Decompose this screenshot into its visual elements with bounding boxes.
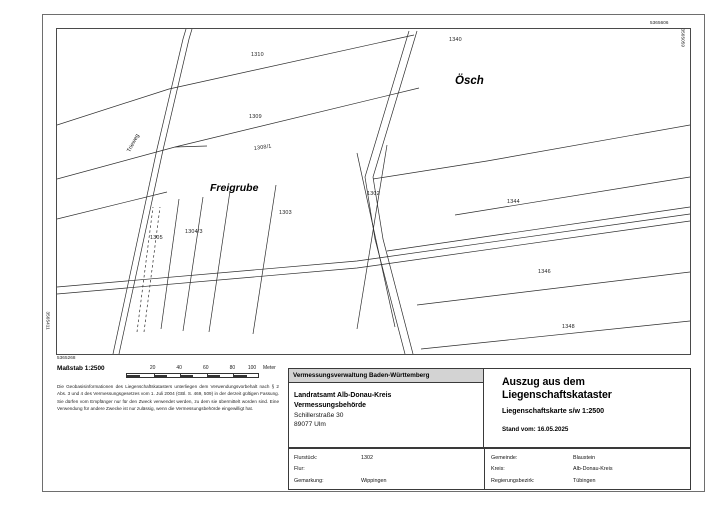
scale-tick: 100 [247, 365, 257, 371]
authority-street: Schillerstraße 30 [294, 411, 344, 419]
attribute-key: Gemeinde: [491, 455, 518, 461]
document-date: Stand vom: 16.05.2025 [502, 425, 569, 433]
parcel-number[interactable]: 1310 [251, 52, 264, 58]
attribute-row [289, 456, 484, 461]
parcel-number[interactable]: 1308/1 [253, 143, 272, 152]
attribute-key: Flur: [294, 466, 305, 473]
map-viewport[interactable] [56, 28, 691, 355]
attribute-row [485, 479, 690, 484]
authority-name-line2: Vermessungsbehörde [294, 401, 366, 409]
scale-bar [126, 365, 276, 378]
parcel-number[interactable]: 1344 [507, 199, 520, 205]
attribute-row [485, 456, 690, 461]
scale-bar-graphic [126, 373, 259, 378]
scale-block [57, 361, 277, 379]
attribute-row [485, 467, 690, 472]
attribute-key: Regierungsbezirk: [491, 477, 535, 484]
attribute-key: Flurstück: [294, 455, 318, 461]
attribute-key: Gemarkung: [294, 477, 324, 484]
parcel-number[interactable]: 1348 [562, 324, 575, 330]
attribute-value: 1302 [361, 455, 373, 461]
coordinate-easting-right: 3565059 [680, 28, 686, 48]
scale-unit: Meter [263, 365, 276, 371]
scale-tick: 80 [229, 365, 236, 371]
parcel-attributes-right [484, 448, 691, 490]
attribute-key: Kreis: [491, 466, 505, 473]
parcel-number[interactable]: 1302 [367, 191, 380, 197]
road-label-trieweg: Trieweg [126, 133, 141, 154]
scale-tick: 60 [203, 365, 209, 371]
parcel-number[interactable]: 1304/3 [185, 229, 203, 235]
attribute-value: Wippingen [361, 477, 387, 484]
document-title-block [484, 368, 691, 448]
document-title-line2: Liegenschaftskataster [502, 388, 612, 401]
attribute-value [361, 467, 484, 472]
authority-name-line1: Landratsamt Alb-Donau-Kreis [294, 392, 392, 399]
attribute-value: Tübingen [573, 477, 596, 484]
document-title-line1: Auszug aus dem [502, 376, 585, 388]
gewann-label-freigrube: Freigrube [210, 182, 259, 194]
coordinate-northing-top-right: 5365606 [650, 20, 669, 25]
parcel-number[interactable]: 1340 [449, 37, 462, 43]
attribute-value: Alb-Donau-Kreis [573, 466, 613, 473]
coordinate-northing-bottom-left: 5365268 [57, 355, 76, 360]
parcel-attributes-left [288, 448, 484, 490]
parcel-number[interactable]: 1309 [249, 114, 262, 120]
gewann-label-oesch: Ösch [455, 75, 484, 87]
attribute-row [289, 467, 484, 472]
parcel-number[interactable]: 1346 [538, 269, 551, 275]
authority-header: Vermessungsverwaltung Baden-Württemberg [289, 369, 483, 383]
scale-tick: 20 [149, 365, 156, 371]
attribute-row [289, 479, 484, 484]
document-subtitle: Liegenschaftskarte s/w 1:2500 [502, 406, 605, 415]
attribute-value: Blaustein [573, 455, 596, 461]
scale-tick: 40 [176, 365, 182, 371]
scale-label: Maßstab 1:2500 [57, 365, 105, 372]
usage-disclaimer-text: Die Geobasisinformationen des Liegenschaftskatasters unterliegen dem Verwendungsvorbehalt nach § 2 Abs. 3 und 4 des Vermessungsgesetzes vom 1. Juli 2004 (GBl. S. 469, 509) in der derzeit gültigen Fassung. Sie dürfen vom Empfänger nur für den Zweck verwendet werden, zu dem sie übermittelt worden sind. Eine Verwendung für andere Zwecke ist nur zulässig, wenn die Vermessungsbehörde eingewilligt hat. [57, 384, 279, 412]
coordinate-easting-left: 3565411 [45, 311, 51, 330]
parcel-number[interactable]: 1305 [150, 235, 163, 241]
authority-block [288, 368, 484, 448]
authority-city: 89077 Ulm [294, 421, 326, 429]
parcel-number[interactable]: 1303 [279, 210, 292, 216]
